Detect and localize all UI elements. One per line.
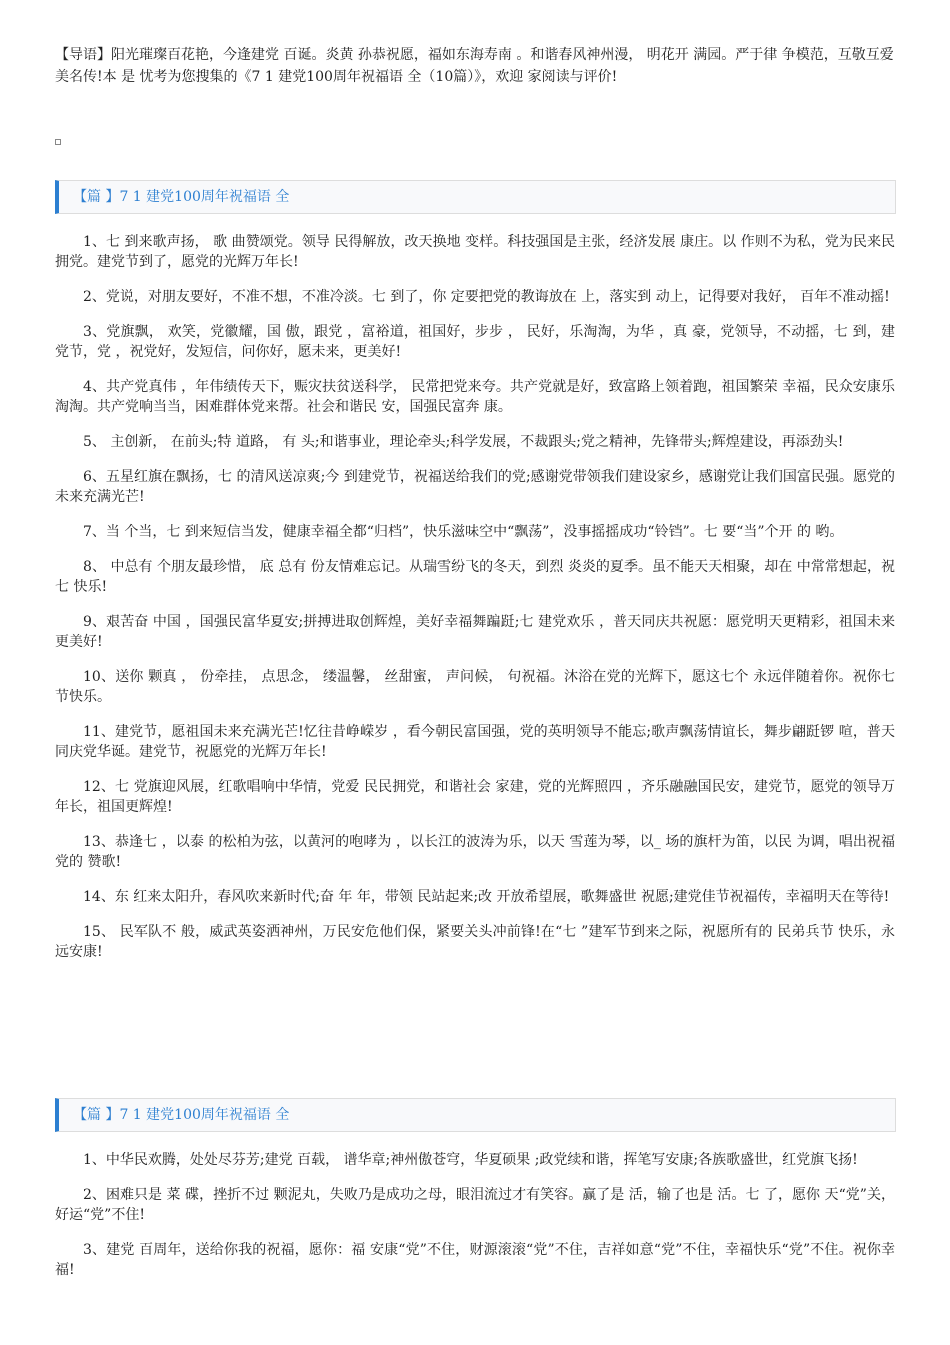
list-item: 7、当 个当，七 到来短信当发，健康幸福全都“归档”，快乐滋味空中“飘荡”，没事摇摇成功“铃铛”。七 要“当”个开 的 哟。 — [83, 524, 844, 540]
section-1-heading: 【篇 】7 1 建党100周年祝福语 全 — [55, 180, 896, 214]
list-item: 9、艰苦奋 中国 ，国强民富华夏安;拼搏进取创辉煌，美好幸福舞蹁跹;七 建党欢乐 ，普天同庆共祝愿：愿党明天更精彩，祖国未来更美好! — [55, 614, 895, 650]
list-item: 3、建党 百周年，送给你我的祝福，愿你：福 安康“党”不住，财源滚滚“党”不住，吉祥如意“党”不住，幸福快乐“党”不住。祝你幸福! — [55, 1242, 895, 1278]
section-2-list — [55, 1150, 895, 1280]
list-item: 1、中华民欢腾，处处尽芬芳;建党 百载， 谱华章;神州傲苍穹，华夏硕果 ;政党续和谐，挥笔写安康;各族歌盛世，红党旗飞扬! — [83, 1152, 858, 1168]
list-item: 10、送你 颗真 ， 份牵挂， 点思念， 缕温馨， 丝甜蜜， 声问候， 句祝福。沐浴在党的光辉下，愿这七个 永远伴随着你。祝你七 节快乐。 — [55, 669, 895, 705]
list-item: 15、 民军队不 般，威武英姿洒神州，万民安危他们保，紧要关头冲前锋!在“七 ”建军节到来之际，祝愿所有的 民弟兵节 快乐，永远安康! — [55, 924, 895, 960]
list-item: 6、五星红旗在飘扬，七 的清风送凉爽;今 到建党节，祝福送给我们的党;感谢党带领我们建设家乡，感谢党让我们国富民强。愿党的未来充满光芒! — [55, 469, 895, 505]
section-2-heading: 【篇 】7 1 建党100周年祝福语 全 — [55, 1098, 896, 1132]
list-item: 3、党旗飘， 欢笑，党徽耀，国 傲，跟党 ，富裕道，祖国好，步步 ， 民好，乐淘淘，为华 ，真 豪，党领导，不动摇，七 到，建党节，党 ，祝党好，发短信，问你好，愿未来，更美好! — [55, 324, 895, 360]
list-item: 5、 主创新， 在前头;特 道路， 有 头;和谐事业，理论牵头;科学发展，不裁跟头;党之精神，先锋带头;辉煌建设，再添劲头! — [83, 434, 844, 450]
list-item: 11、建党节，愿祖国未来充满光芒!忆往昔峥嵘岁 ，看今朝民富国强，党的英明领导不能忘;歌声飘荡情谊长，舞步翩跹锣 喧，普天同庆党华诞。建党节，祝愿党的光辉万年长! — [55, 724, 895, 760]
intro-paragraph: 【导语】阳光璀璨百花艳，今逢建党 百诞。炎黄 孙恭祝愿，福如东海寿南 。和谐春风神州漫， 明花开 满园。严于律 争模范，互敬互爱美名传!本 是 忧考为您搜集的《7 1 建党100周年祝福语 全（10篇）》，欢迎 家阅读与评价! — [55, 47, 894, 85]
list-item: 14、东 红来太阳升，春风吹来新时代;奋 年 年，带领 民站起来;改 开放希望展，歌舞盛世 祝愿;建党佳节祝福传，幸福明天在等待! — [83, 889, 890, 905]
image-placeholder-icon — [55, 139, 61, 145]
section-1-list — [55, 232, 895, 962]
list-item: 8、 中总有 个朋友最珍惜， 底 总有 份友情难忘记。从瑞雪纷飞的冬天，到烈 炎炎的夏季。虽不能天天相聚，却在 中常常想起，祝七 快乐! — [55, 559, 895, 595]
list-item: 2、党说，对朋友要好，不准不想，不准冷淡。七 到了，你 定要把党的教诲放在 上，落实到 动上，记得要对我好， 百年不准动摇! — [83, 289, 890, 305]
list-item: 1、七 到来歌声扬， 歌 曲赞颂党。领导 民得解放，改天换地 变样。科技强国是主张，经济发展 康庄。以 作则不为私，党为民来民拥党。建党节到了，愿党的光辉万年长! — [55, 234, 895, 270]
list-item: 12、七 党旗迎风展，红歌唱响中华情，党爱 民民拥党，和谐社会 家建，党的光辉照四 ，齐乐融融国民安，建党节，愿党的领导万年长，祖国更辉煌! — [55, 779, 895, 815]
list-item: 2、困难只是 菜 碟，挫折不过 颗泥丸，失败乃是成功之母，眼泪流过才有笑容。赢了是 活，输了也是 活。七 了，愿你 天“党”关，好运“党”不住! — [55, 1187, 895, 1223]
list-item: 4、共产党真伟 ，年伟绩传天下，赈灾扶贫送科学， 民常把党来夸。共产党就是好，致富路上领着跑，祖国繁荣 幸福，民众安康乐淘淘。共产党响当当，困难群体党来帮。社会和谐民 安，国强民富奔 康。 — [55, 379, 895, 415]
list-item: 13、恭逢七 ，以泰 的松柏为弦，以黄河的咆哮为 ，以长江的波涛为乐，以天 雪莲为琴，以_ 场的旗杆为笛，以民 为调，唱出祝福党的 赞歌! — [55, 834, 895, 870]
